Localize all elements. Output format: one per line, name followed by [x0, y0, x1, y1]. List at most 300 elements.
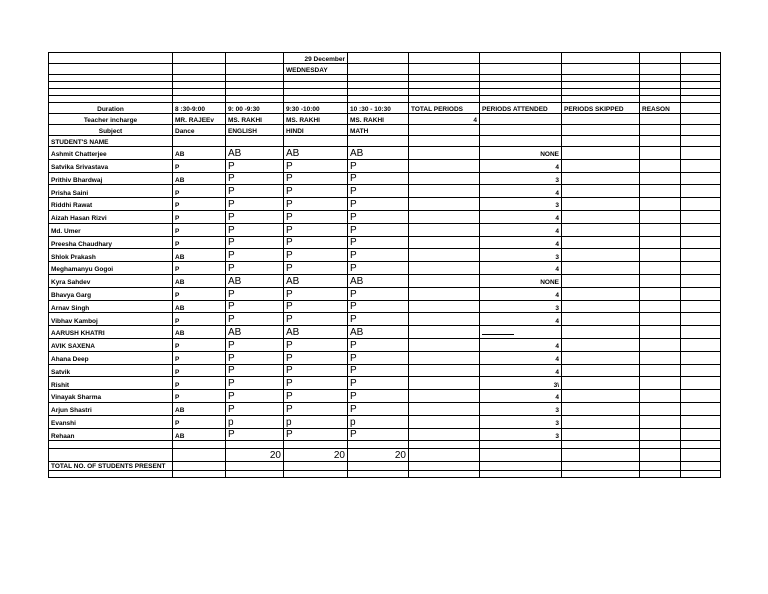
student-name-cell[interactable]: AVIK SAXENA [49, 338, 173, 351]
periods-attended-cell[interactable]: 4 [480, 262, 562, 275]
attendance-mark-cell[interactable]: P [226, 428, 284, 441]
cell[interactable] [681, 449, 721, 462]
cell[interactable] [226, 96, 284, 103]
periods-attended-cell[interactable]: 4 [480, 338, 562, 351]
periods-attended-cell[interactable] [480, 326, 562, 339]
periods-attended-cell[interactable]: NONE [480, 147, 562, 160]
cell[interactable] [681, 262, 721, 275]
attendance-mark-cell[interactable]: P [173, 351, 226, 364]
cell[interactable] [640, 75, 681, 82]
attendance-mark-cell[interactable]: P [348, 338, 409, 351]
periods-attended-cell[interactable]: 4 [480, 390, 562, 403]
periods-attended-cell[interactable]: 3 [480, 428, 562, 441]
cell[interactable] [226, 462, 284, 471]
total-periods-cell[interactable] [409, 262, 480, 275]
cell[interactable] [348, 441, 409, 449]
student-name-cell[interactable]: Vinayak Sharma [49, 390, 173, 403]
periods-attended-cell[interactable]: 4 [480, 236, 562, 249]
attendance-mark-cell[interactable]: AB [226, 274, 284, 287]
attendance-mark-cell[interactable]: P [226, 185, 284, 198]
attendance-mark-cell[interactable]: AB [348, 147, 409, 160]
student-name-cell[interactable]: Arjun Shastri [49, 402, 173, 415]
cell[interactable] [681, 172, 721, 185]
reason-cell[interactable] [640, 402, 681, 415]
total-periods-cell[interactable] [409, 428, 480, 441]
subject-cell[interactable]: MATH [348, 125, 409, 136]
periods-skipped-cell[interactable] [562, 300, 640, 313]
periods-skipped-cell[interactable] [562, 402, 640, 415]
attendance-mark-cell[interactable]: AB [173, 326, 226, 339]
student-name-cell[interactable]: Ashmit Chatterjee [49, 147, 173, 160]
attendance-mark-cell[interactable]: P [348, 159, 409, 172]
attendance-mark-cell[interactable]: P [284, 390, 348, 403]
cell[interactable] [681, 147, 721, 160]
attendance-mark-cell[interactable]: P [173, 159, 226, 172]
attendance-mark-cell[interactable]: P [173, 198, 226, 211]
cell[interactable] [681, 136, 721, 147]
reason-cell[interactable] [640, 364, 681, 377]
cell[interactable] [681, 377, 721, 390]
attendance-mark-cell[interactable]: AB [173, 172, 226, 185]
cell[interactable] [562, 75, 640, 82]
total-present-cell[interactable]: 20 [226, 449, 284, 462]
attendance-mark-cell[interactable]: AB [173, 402, 226, 415]
periods-skipped-cell[interactable] [562, 351, 640, 364]
attendance-mark-cell[interactable]: P [173, 262, 226, 275]
attendance-mark-cell[interactable]: P [284, 262, 348, 275]
cell[interactable] [348, 89, 409, 96]
attendance-mark-cell[interactable]: AB [173, 147, 226, 160]
attendance-mark-cell[interactable]: P [348, 428, 409, 441]
attendance-mark-cell[interactable]: P [284, 198, 348, 211]
periods-attended-cell[interactable]: 4 [480, 185, 562, 198]
student-name-cell[interactable]: Meghamanyu Gogoi [49, 262, 173, 275]
period-time-cell[interactable]: 9:30 -10:00 [284, 103, 348, 114]
teacher-cell[interactable]: MS. RAKHI [226, 114, 284, 125]
attendance-mark-cell[interactable]: P [226, 402, 284, 415]
total-present-cell[interactable]: 20 [348, 449, 409, 462]
attendance-mark-cell[interactable]: P [226, 351, 284, 364]
cell[interactable] [681, 441, 721, 449]
periods-skipped-cell[interactable] [562, 326, 640, 339]
cell[interactable] [409, 462, 480, 471]
attendance-mark-cell[interactable]: P [226, 364, 284, 377]
attendance-mark-cell[interactable]: P [226, 198, 284, 211]
attendance-mark-cell[interactable]: P [348, 300, 409, 313]
cell[interactable] [173, 89, 226, 96]
periods-skipped-cell[interactable] [562, 185, 640, 198]
periods-attended-cell[interactable]: 4 [480, 364, 562, 377]
periods-attended-cell[interactable]: 4 [480, 313, 562, 326]
total-periods-cell[interactable] [409, 147, 480, 160]
reason-cell[interactable] [640, 428, 681, 441]
attendance-mark-cell[interactable]: P [348, 223, 409, 236]
cell[interactable] [480, 136, 562, 147]
reason-cell[interactable] [640, 210, 681, 223]
cell[interactable] [480, 82, 562, 89]
attendance-mark-cell[interactable]: P [348, 313, 409, 326]
student-name-cell[interactable]: AARUSH KHATRI [49, 326, 173, 339]
teacher-cell[interactable]: MS. RAKHI [284, 114, 348, 125]
cell[interactable] [640, 89, 681, 96]
attendance-mark-cell[interactable]: P [348, 402, 409, 415]
cell[interactable] [49, 441, 173, 449]
cell[interactable] [480, 471, 562, 478]
attendance-mark-cell[interactable]: P [348, 210, 409, 223]
cell[interactable] [681, 274, 721, 287]
attendance-mark-cell[interactable]: AB [173, 274, 226, 287]
cell[interactable] [284, 462, 348, 471]
cell[interactable] [173, 75, 226, 82]
subject-label[interactable]: Subject [49, 125, 173, 136]
periods-skipped-cell[interactable] [562, 377, 640, 390]
teacher-label[interactable]: Teacher incharge [49, 114, 173, 125]
cell[interactable] [480, 89, 562, 96]
student-name-cell[interactable]: Satvik [49, 364, 173, 377]
cell[interactable] [284, 441, 348, 449]
cell[interactable] [562, 441, 640, 449]
attendance-mark-cell[interactable]: P [226, 287, 284, 300]
duration-label[interactable]: Duration [49, 103, 173, 114]
reason-cell[interactable] [640, 185, 681, 198]
total-present-cell[interactable]: 20 [284, 449, 348, 462]
reason-cell[interactable] [640, 415, 681, 428]
attendance-mark-cell[interactable]: P [226, 377, 284, 390]
periods-attended-cell[interactable]: 4 [480, 210, 562, 223]
attendance-mark-cell[interactable]: P [348, 351, 409, 364]
periods-attended-cell[interactable]: 3\ [480, 377, 562, 390]
cell[interactable] [562, 114, 640, 125]
attendance-mark-cell[interactable]: AB [348, 326, 409, 339]
cell[interactable] [681, 428, 721, 441]
cell[interactable] [480, 53, 562, 64]
periods-skipped-cell[interactable] [562, 249, 640, 262]
cell[interactable] [681, 415, 721, 428]
student-name-cell[interactable]: Md. Umer [49, 223, 173, 236]
attendance-mark-cell[interactable]: P [348, 377, 409, 390]
cell[interactable] [409, 64, 480, 75]
attendance-mark-cell[interactable]: P [173, 185, 226, 198]
periods-skipped-cell[interactable] [562, 415, 640, 428]
periods-attended-cell[interactable]: 3 [480, 172, 562, 185]
subject-cell[interactable]: Dance [173, 125, 226, 136]
total-periods-cell[interactable] [409, 300, 480, 313]
attendance-mark-cell[interactable]: P [173, 390, 226, 403]
student-name-cell[interactable]: Vibhav Kamboj [49, 313, 173, 326]
periods-attended-cell[interactable]: NONE [480, 274, 562, 287]
cell[interactable] [681, 64, 721, 75]
cell[interactable] [681, 300, 721, 313]
cell[interactable] [681, 223, 721, 236]
reason-cell[interactable] [640, 198, 681, 211]
cell[interactable] [226, 89, 284, 96]
reason-cell[interactable] [640, 338, 681, 351]
cell[interactable] [409, 89, 480, 96]
total-periods-cell[interactable] [409, 377, 480, 390]
periods-skipped-cell[interactable] [562, 364, 640, 377]
attendance-mark-cell[interactable]: P [348, 262, 409, 275]
cell[interactable] [226, 441, 284, 449]
attendance-mark-cell[interactable]: P [226, 338, 284, 351]
cell[interactable] [409, 82, 480, 89]
cell[interactable] [681, 53, 721, 64]
cell[interactable] [284, 82, 348, 89]
periods-skipped-cell[interactable] [562, 210, 640, 223]
cell[interactable] [284, 96, 348, 103]
total-periods-value[interactable]: 4 [409, 114, 480, 125]
attendance-mark-cell[interactable]: P [348, 198, 409, 211]
cell[interactable] [681, 338, 721, 351]
total-periods-cell[interactable] [409, 274, 480, 287]
cell[interactable] [409, 53, 480, 64]
cell[interactable] [49, 89, 173, 96]
cell[interactable] [640, 96, 681, 103]
total-periods-cell[interactable] [409, 313, 480, 326]
total-periods-cell[interactable] [409, 172, 480, 185]
cell[interactable] [348, 82, 409, 89]
attendance-mark-cell[interactable]: P [348, 364, 409, 377]
reason-label[interactable]: REASON [640, 103, 681, 114]
cell[interactable] [640, 64, 681, 75]
period-time-cell[interactable]: 10 :30 - 10:30 [348, 103, 409, 114]
attendance-mark-cell[interactable]: P [226, 262, 284, 275]
cell[interactable] [173, 136, 226, 147]
cell[interactable] [640, 449, 681, 462]
cell[interactable] [409, 125, 480, 136]
attendance-mark-cell[interactable]: P [173, 338, 226, 351]
cell[interactable] [681, 249, 721, 262]
attendance-mark-cell[interactable]: P [226, 249, 284, 262]
total-periods-cell[interactable] [409, 326, 480, 339]
periods-skipped-cell[interactable] [562, 313, 640, 326]
student-name-cell[interactable]: Evanshi [49, 415, 173, 428]
reason-cell[interactable] [640, 223, 681, 236]
cell[interactable] [226, 136, 284, 147]
attendance-mark-cell[interactable]: P [173, 287, 226, 300]
attendance-mark-cell[interactable]: P [348, 249, 409, 262]
cell[interactable] [681, 89, 721, 96]
attendance-mark-cell[interactable]: P [173, 313, 226, 326]
cell[interactable] [409, 449, 480, 462]
cell[interactable] [562, 462, 640, 471]
attendance-mark-cell[interactable]: P [348, 172, 409, 185]
periods-skipped-cell[interactable] [562, 287, 640, 300]
cell[interactable] [49, 75, 173, 82]
periods-skipped-cell[interactable] [562, 147, 640, 160]
attendance-mark-cell[interactable]: P [284, 313, 348, 326]
cell[interactable] [49, 96, 173, 103]
cell[interactable] [173, 471, 226, 478]
cell[interactable] [480, 114, 562, 125]
cell[interactable] [49, 471, 173, 478]
attendance-mark-cell[interactable]: P [284, 364, 348, 377]
cell[interactable] [681, 75, 721, 82]
cell[interactable] [681, 351, 721, 364]
total-periods-cell[interactable] [409, 390, 480, 403]
cell[interactable] [409, 136, 480, 147]
cell[interactable] [284, 136, 348, 147]
cell[interactable] [348, 136, 409, 147]
cell[interactable] [348, 75, 409, 82]
attendance-mark-cell[interactable]: P [226, 223, 284, 236]
cell[interactable] [226, 53, 284, 64]
reason-cell[interactable] [640, 313, 681, 326]
attendance-mark-cell[interactable]: P [348, 390, 409, 403]
student-name-cell[interactable]: Bhavya Garg [49, 287, 173, 300]
students-heading[interactable]: STUDENT'S NAME [49, 136, 173, 147]
cell[interactable] [640, 441, 681, 449]
attendance-mark-cell[interactable]: P [284, 402, 348, 415]
total-periods-cell[interactable] [409, 402, 480, 415]
cell[interactable] [284, 75, 348, 82]
reason-cell[interactable] [640, 274, 681, 287]
student-name-cell[interactable]: Arnav Singh [49, 300, 173, 313]
cell[interactable] [409, 471, 480, 478]
periods-skipped-label[interactable]: PERIODS SKIPPED [562, 103, 640, 114]
cell[interactable] [173, 96, 226, 103]
periods-attended-cell[interactable]: 3 [480, 198, 562, 211]
reason-cell[interactable] [640, 262, 681, 275]
total-periods-cell[interactable] [409, 236, 480, 249]
attendance-mark-cell[interactable]: P [284, 159, 348, 172]
cell[interactable] [562, 449, 640, 462]
student-name-cell[interactable]: Shlok Prakash [49, 249, 173, 262]
cell[interactable] [562, 471, 640, 478]
attendance-mark-cell[interactable]: AB [284, 274, 348, 287]
periods-attended-cell[interactable]: 4 [480, 351, 562, 364]
teacher-cell[interactable]: MR. RAJEEv [173, 114, 226, 125]
cell[interactable] [480, 125, 562, 136]
cell[interactable] [173, 82, 226, 89]
cell[interactable] [226, 82, 284, 89]
attendance-mark-cell[interactable]: P [284, 338, 348, 351]
attendance-mark-cell[interactable]: AB [173, 428, 226, 441]
attendance-mark-cell[interactable]: P [226, 172, 284, 185]
cell[interactable] [348, 64, 409, 75]
cell[interactable] [562, 96, 640, 103]
cell[interactable] [49, 82, 173, 89]
cell[interactable] [173, 462, 226, 471]
cell[interactable] [284, 471, 348, 478]
periods-skipped-cell[interactable] [562, 274, 640, 287]
periods-skipped-cell[interactable] [562, 172, 640, 185]
cell[interactable] [681, 103, 721, 114]
day-cell[interactable]: WEDNESDAY [284, 64, 348, 75]
cell[interactable] [681, 198, 721, 211]
attendance-mark-cell[interactable]: P [348, 287, 409, 300]
periods-skipped-cell[interactable] [562, 338, 640, 351]
reason-cell[interactable] [640, 147, 681, 160]
period-time-cell[interactable]: 8 :30-9:00 [173, 103, 226, 114]
periods-skipped-cell[interactable] [562, 428, 640, 441]
periods-attended-cell[interactable]: 4 [480, 159, 562, 172]
total-periods-cell[interactable] [409, 351, 480, 364]
reason-cell[interactable] [640, 300, 681, 313]
attendance-mark-cell[interactable]: P [226, 236, 284, 249]
attendance-mark-cell[interactable]: P [284, 300, 348, 313]
periods-skipped-cell[interactable] [562, 236, 640, 249]
cell[interactable] [226, 471, 284, 478]
cell[interactable] [562, 136, 640, 147]
cell[interactable] [681, 390, 721, 403]
cell[interactable] [480, 449, 562, 462]
cell[interactable] [640, 82, 681, 89]
attendance-mark-cell[interactable]: AB [173, 249, 226, 262]
cell[interactable] [480, 64, 562, 75]
cell[interactable] [681, 236, 721, 249]
student-name-cell[interactable]: Ahana Deep [49, 351, 173, 364]
attendance-mark-cell[interactable]: P [348, 236, 409, 249]
cell[interactable] [348, 53, 409, 64]
attendance-mark-cell[interactable]: P [173, 210, 226, 223]
periods-attended-cell[interactable]: 3 [480, 300, 562, 313]
cell[interactable] [480, 462, 562, 471]
cell[interactable] [681, 210, 721, 223]
attendance-mark-cell[interactable]: AB [173, 300, 226, 313]
attendance-mark-cell[interactable]: P [226, 300, 284, 313]
reason-cell[interactable] [640, 326, 681, 339]
total-periods-cell[interactable] [409, 287, 480, 300]
cell[interactable] [562, 89, 640, 96]
periods-attended-cell[interactable]: 4 [480, 223, 562, 236]
attendance-mark-cell[interactable]: P [284, 223, 348, 236]
total-periods-cell[interactable] [409, 198, 480, 211]
reason-cell[interactable] [640, 236, 681, 249]
attendance-mark-cell[interactable]: P [284, 428, 348, 441]
cell[interactable] [173, 53, 226, 64]
reason-cell[interactable] [640, 377, 681, 390]
cell[interactable] [640, 136, 681, 147]
cell[interactable] [681, 287, 721, 300]
attendance-mark-cell[interactable]: AB [226, 326, 284, 339]
cell[interactable] [640, 125, 681, 136]
reason-cell[interactable] [640, 287, 681, 300]
cell[interactable] [640, 114, 681, 125]
cell[interactable] [409, 75, 480, 82]
cell[interactable] [173, 441, 226, 449]
periods-skipped-cell[interactable] [562, 198, 640, 211]
attendance-mark-cell[interactable]: AB [284, 326, 348, 339]
attendance-mark-cell[interactable]: p [348, 415, 409, 428]
attendance-mark-cell[interactable]: P [226, 159, 284, 172]
attendance-mark-cell[interactable]: P [284, 185, 348, 198]
cell[interactable] [681, 159, 721, 172]
reason-cell[interactable] [640, 159, 681, 172]
attendance-mark-cell[interactable]: P [173, 364, 226, 377]
reason-cell[interactable] [640, 390, 681, 403]
periods-attended-cell[interactable]: 4 [480, 287, 562, 300]
cell[interactable] [640, 462, 681, 471]
cell[interactable] [49, 53, 173, 64]
attendance-mark-cell[interactable]: P [226, 390, 284, 403]
attendance-mark-cell[interactable]: p [284, 415, 348, 428]
cell[interactable] [562, 82, 640, 89]
attendance-mark-cell[interactable]: P [173, 236, 226, 249]
cell[interactable] [681, 364, 721, 377]
periods-skipped-cell[interactable] [562, 223, 640, 236]
cell[interactable] [640, 53, 681, 64]
attendance-mark-cell[interactable]: P [284, 287, 348, 300]
cell[interactable] [562, 125, 640, 136]
cell[interactable] [681, 313, 721, 326]
total-periods-label[interactable]: TOTAL PERIODS [409, 103, 480, 114]
student-name-cell[interactable]: Rishit [49, 377, 173, 390]
periods-attended-label[interactable]: PERIODS ATTENDED [480, 103, 562, 114]
cell[interactable] [681, 462, 721, 471]
cell[interactable] [49, 64, 173, 75]
cell[interactable] [409, 441, 480, 449]
period-time-cell[interactable]: 9: 00 -9:30 [226, 103, 284, 114]
